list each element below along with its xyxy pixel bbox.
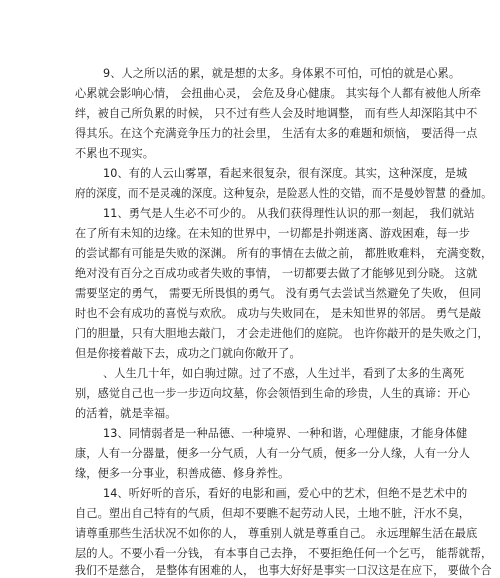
text-line: 的活着，就是幸福。	[75, 407, 177, 420]
text-line: 别，感觉自己也一步一步迈向坟墓，你会领悟到生命的珍贵，人生的真谛：开心	[75, 387, 471, 400]
text-line: 心累就会影响心情， 会扭曲心灵， 会危及身心健康。 其实每个人都有被他人所牵	[75, 87, 482, 100]
text-line: 的尝试都有可能是失败的深渊。 所有的事情在去做之前， 都胜败难料， 充满变数，	[75, 247, 493, 260]
text-line: 门的胆量，只有大胆地去敲门， 才会走进他们的庭院。 也许你敲开的是失败之门，	[75, 327, 489, 340]
text-line: 不累也不现实。	[75, 147, 155, 160]
text-line: 层的人。不要小看一分钱， 有本事自己去挣， 不要拒绝任何一个乞丐， 能帮就帮，	[75, 547, 493, 560]
text-line: 请尊重那些生活状况不如你的人， 尊重别人就是尊重自己。 永远理解生活在最底	[75, 527, 478, 540]
text-line: 、人生几十年，如白驹过隙。过了不惑，人生过半，看到了太多的生离死	[103, 367, 465, 380]
text-line: 13、同情弱者是一种品德、一种境界、一种和谐，心理健康，才能身体健	[103, 427, 468, 440]
text-line: 我们不是慈合， 是整体有困难的人， 也事大好好是事实一口汉这是在应下， 要做个合	[75, 564, 492, 577]
text-line: 绝对没有百分之百成功或者失败的事情， 一切都要去做了才能够见到分晓。 这就	[75, 267, 478, 280]
text-line: 绊，被自己所负累的时候， 只不过有些人会及时地调整， 而有些人却深陷其中不	[75, 107, 478, 120]
text-line: 自己。塑出自己特有的气质，但却不要瞧不起劳动人民，土地不脏，汗水不臭，	[75, 507, 471, 520]
text-line: 11、勇气是人生必不可少的。 从我们获得理性认识的那一刻起， 我们就站	[103, 207, 475, 220]
text-line: 14、听好听的音乐，看好的电影和画，爱心中的艺术，但绝不是艺术中的	[103, 487, 468, 500]
text-line: 10、有的人云山雾罩，看起来很复杂，很有深度。其实，这种深度，是城	[103, 167, 468, 180]
text-line: 时也不会有成功的喜悦与欢欣。 成功与失败同在， 是未知世界的邻居。 勇气是敲	[75, 307, 482, 320]
text-line: 府的深度，而不是灵魂的深度。这种复杂，是险恶人性的交错，而不是曼妙智慧 的叠加。	[75, 187, 492, 200]
text-line: 需要坚定的勇气， 需要无所畏惧的勇气。 没有勇气去尝试当然避免了失败， 但同	[75, 287, 482, 300]
text-line: 但是你接着敲下去，成功之门就向你敞开了。	[75, 347, 301, 360]
text-line: 缘，便多一分事业，积善成德、修身养性。	[75, 467, 290, 480]
text-line: 9、人之所以活的累，就是想的太多。身体累不可怕，可怕的就是心累。	[103, 67, 461, 80]
text-line: 得其乐。在这个充满竞争压力的社会里， 生活有太多的难题和烦恼， 要活得一点	[75, 127, 478, 140]
text-line: 在了所有未知的边缘。在未知的世界中，一切都是扑朔迷离、游戏困难，每一步	[75, 227, 471, 240]
text-line: 康，人有一分器量，便多一分气质，人有一分气质，便多一分人缘，人有一分人	[75, 447, 471, 460]
